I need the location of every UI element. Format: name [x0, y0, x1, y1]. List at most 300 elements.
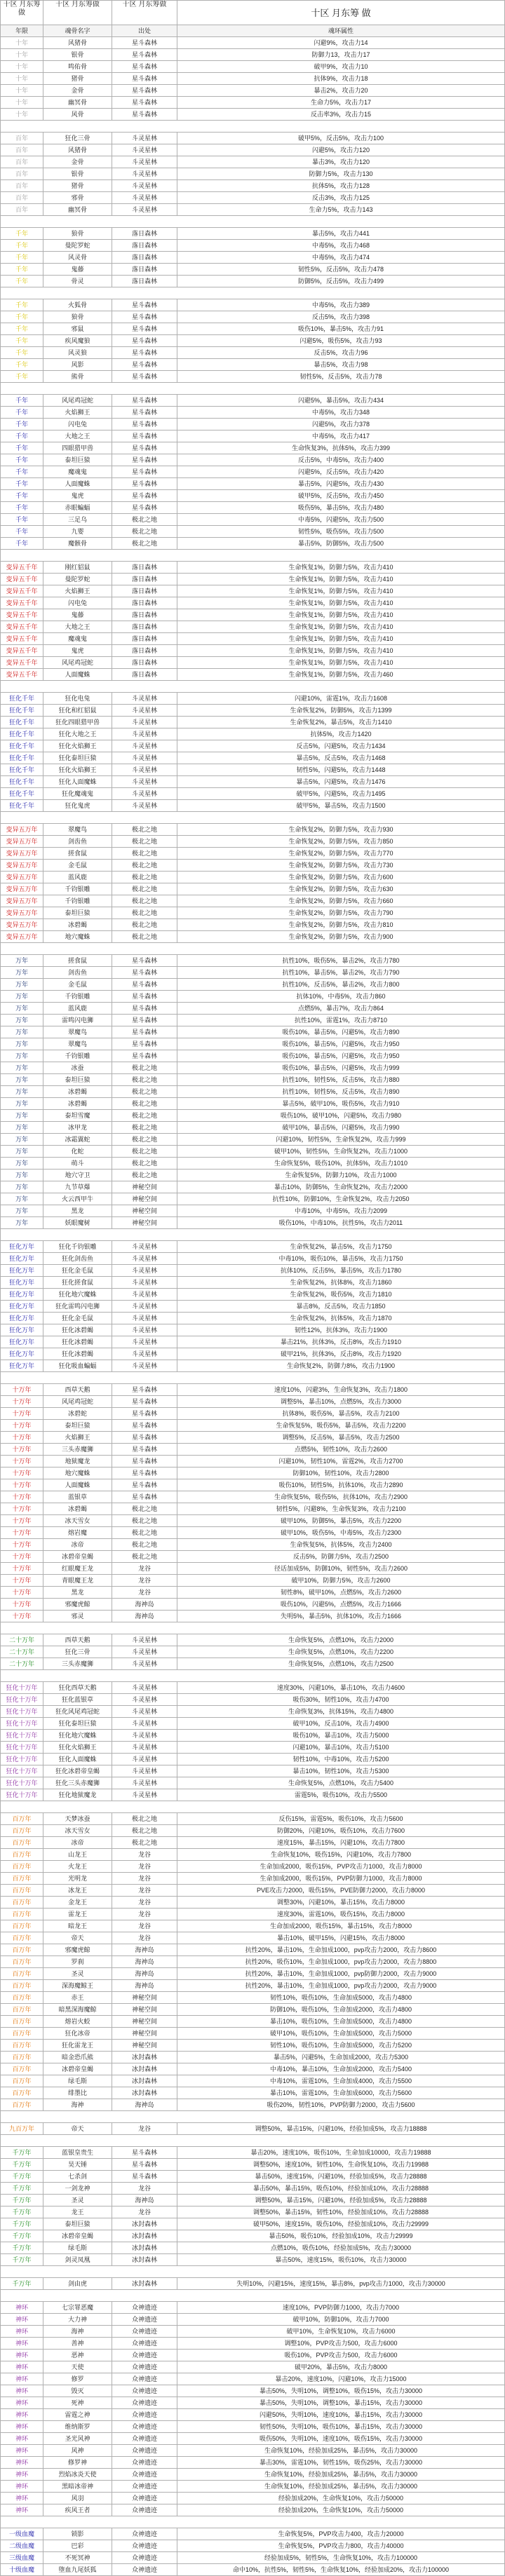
source-cell: 众神遗迹 [112, 2338, 177, 2350]
table-row [1, 1658, 505, 1670]
attributes-cell: 防御20%，闪避10%，吸伤10%，攻击力7600 [177, 1825, 505, 1837]
bone-name-cell: 蓝风鹿 [43, 1003, 112, 1015]
attributes-cell: 生命恢复5%，吸伤10%，抗体5%，攻击力1010 [177, 1158, 505, 1170]
source-cell: 斗灵星林 [112, 1646, 177, 1658]
bone-name-cell: 天使 [43, 2361, 112, 2373]
attributes-cell: 失明5%，暴击5%，抗体10%，攻击力1666 [177, 1611, 505, 1622]
table-row [1, 311, 505, 323]
era-cell: 变异五千年 [1, 669, 43, 681]
source-cell: 落日森林 [112, 621, 177, 633]
era-cell: 神环 [1, 2481, 43, 2493]
source-cell: 落日森林 [112, 240, 177, 252]
table-row [1, 1467, 505, 1479]
table-row [1, 2350, 505, 2361]
table-row [1, 1861, 505, 1873]
bone-name-cell: 罗刹 [43, 1956, 112, 1968]
header-cell-2: 十区 月东筹做 [43, 1, 112, 25]
era-cell: 二十万年 [1, 1646, 43, 1658]
era-cell: 万年 [1, 1026, 43, 1038]
bone-name-cell: 泰坦巨猿 [43, 1420, 112, 1432]
table-row [1, 931, 505, 943]
table-row [1, 2230, 505, 2242]
source-cell: 星斗森林 [112, 991, 177, 1003]
attributes-cell: PVE攻击力2000，吸伤15%，PVE防御力2000，攻击力8000 [177, 1885, 505, 1897]
group-separator [1, 943, 505, 955]
bone-name-cell: 冰霜翼蛇 [43, 1134, 112, 1146]
bone-name-cell: 熔岩火蛟 [43, 2016, 112, 2028]
era-cell: 万年 [1, 1038, 43, 1050]
era-cell: 百万年 [1, 1897, 43, 1909]
era-cell: 狂化万年 [1, 1336, 43, 1348]
era-cell: 百万年 [1, 1837, 43, 1849]
attributes-cell: 速度15%，暴击15%，闪避10%，攻击力7800 [177, 1837, 505, 1849]
bone-name-cell: 魔魂鬼 [43, 466, 112, 478]
era-cell: 狂化万年 [1, 1253, 43, 1265]
bone-name-cell: 黑龙 [43, 1587, 112, 1599]
source-cell: 斗灵星林 [112, 788, 177, 800]
table-row [1, 728, 505, 740]
era-cell: 十万年 [1, 1432, 43, 1444]
bone-name-cell: 风尾鸡冠蛇 [43, 1396, 112, 1408]
table-row [1, 264, 505, 276]
era-cell: 万年 [1, 967, 43, 979]
era-cell: 千年 [1, 466, 43, 478]
era-cell: 百万年 [1, 1992, 43, 2004]
era-cell: 百万年 [1, 1968, 43, 1980]
table-row [1, 478, 505, 490]
bone-name-cell: 暗黑深海魔鲸 [43, 2004, 112, 2016]
attributes-cell: 暴击10%，韧性10%，攻击力5300 [177, 1765, 505, 1777]
era-cell: 万年 [1, 1134, 43, 1146]
attributes-cell: 反击5%，攻击力398 [177, 311, 505, 323]
source-cell: 极北之地 [112, 1110, 177, 1122]
era-cell: 百万年 [1, 2075, 43, 2087]
source-cell: 落日森林 [112, 609, 177, 621]
source-cell: 落日森林 [112, 657, 177, 669]
table-row [1, 2528, 505, 2540]
bone-name-cell: 山龙王 [43, 1849, 112, 1861]
table-row [1, 1956, 505, 1968]
table-row [1, 2552, 505, 2564]
table-row [1, 538, 505, 550]
bone-name-cell: 火焰狮王 [43, 1432, 112, 1444]
separator-cell [1, 216, 505, 228]
era-cell: 百年 [1, 168, 43, 180]
era-cell: 千年 [1, 395, 43, 407]
source-cell: 斗灵星林 [112, 1253, 177, 1265]
attributes-cell: 径话加成5%，防御10%，韧性5%，攻击力2600 [177, 1563, 505, 1575]
era-cell: 狂化万年 [1, 1241, 43, 1253]
era-cell: 十万年 [1, 1575, 43, 1587]
era-cell: 十年 [1, 109, 43, 121]
attributes-cell: 韧性5%，吸伤5%，攻击力500 [177, 526, 505, 538]
bone-name-cell: 九婴 [43, 526, 112, 538]
bone-name-cell: 火龙王 [43, 1861, 112, 1873]
table-row [1, 1086, 505, 1098]
attributes-cell: 暴击5%，攻击力441 [177, 228, 505, 240]
era-cell: 十年 [1, 85, 43, 97]
column-header-name: 魂骨名字 [43, 25, 112, 37]
table-row [1, 1217, 505, 1229]
bone-name-cell: 银骨 [43, 168, 112, 180]
era-cell: 变异五千年 [1, 657, 43, 669]
source-cell: 落日森林 [112, 669, 177, 681]
source-cell: 极北之地 [112, 1134, 177, 1146]
bone-name-cell: 红眼魔王龙 [43, 1563, 112, 1575]
table-row [1, 1015, 505, 1026]
bone-name-cell: 冰甲龙 [43, 1122, 112, 1134]
attributes-cell: 中毒5%，攻击力389 [177, 299, 505, 311]
bone-name-cell: 绿毛斯 [43, 2242, 112, 2254]
attributes-cell: 反击5%，中毒5%，攻击力400 [177, 454, 505, 466]
attributes-cell: 点燃5%，韧性10%，攻击力2600 [177, 1444, 505, 1456]
era-cell: 神环 [1, 2385, 43, 2397]
table-row [1, 1158, 505, 1170]
attributes-cell: 生命恢复5%，抗体5%，攻击力2400 [177, 1539, 505, 1551]
header-cell-3: 十区 月东筹做 [112, 1, 177, 25]
era-cell: 千年 [1, 264, 43, 276]
column-header-source: 出处 [112, 25, 177, 37]
source-cell: 众神遗迹 [112, 2457, 177, 2469]
era-cell: 二十万年 [1, 1634, 43, 1646]
attributes-cell: 吸伤10%，暴击5%，闪避5%，攻击力950 [177, 1050, 505, 1062]
source-cell: 星斗森林 [112, 2171, 177, 2183]
era-cell: 万年 [1, 1050, 43, 1062]
attributes-cell: 生命恢复5%，点燃10%，攻击力2000 [177, 1634, 505, 1646]
attributes-cell: 吸伤10%，暴击10%，攻击力5000 [177, 1730, 505, 1742]
table-row [1, 1313, 505, 1324]
era-cell: 万年 [1, 1146, 43, 1158]
attributes-cell: 韧性5%，反击5%，攻击力78 [177, 371, 505, 383]
attributes-cell: 暴击3%，攻击力120 [177, 156, 505, 168]
attributes-cell: 生命恢复2%，抗体5%，攻击力1870 [177, 1313, 505, 1324]
table-row [1, 180, 505, 192]
table-row [1, 97, 505, 109]
table-row [1, 2183, 505, 2195]
table-row [1, 2004, 505, 2016]
table-row [1, 2278, 505, 2290]
source-cell: 冰封森林 [112, 2075, 177, 2087]
separator-cell [1, 2290, 505, 2302]
source-cell: 龙谷 [112, 1587, 177, 1599]
source-cell: 极北之地 [112, 1515, 177, 1527]
era-cell: 千年 [1, 526, 43, 538]
era-cell: 变异五千年 [1, 562, 43, 574]
attributes-cell: 生命加成2000，吸伤15%，PVP攻击力1000，攻击力8000 [177, 1861, 505, 1873]
bone-name-cell: 一剑龙神 [43, 2183, 112, 2195]
source-cell: 斗灵星林 [112, 1313, 177, 1324]
attributes-cell: 破甲5%，反击5%，攻击力100 [177, 133, 505, 144]
attributes-cell: 破甲10%，吸伤5%，中毒5%，攻击力2300 [177, 1527, 505, 1539]
source-cell: 神秘空间 [112, 1992, 177, 2004]
era-cell: 狂化十万年 [1, 1706, 43, 1718]
attributes-cell: 中毒5%，攻击力474 [177, 252, 505, 264]
attributes-cell: 暴击30%，雷霆10%，韧性15%，吸伤25%，攻击力30000 [177, 2457, 505, 2469]
source-cell: 星斗森林 [112, 395, 177, 407]
attributes-cell: 反击5%，闪避5%，攻击力1434 [177, 740, 505, 752]
era-cell: 百万年 [1, 2087, 43, 2099]
source-cell: 落日森林 [112, 645, 177, 657]
table-row [1, 2099, 505, 2111]
attributes-cell: 抗性10%，反击5%，暴击2%，攻击力800 [177, 979, 505, 991]
source-cell: 星斗森林 [112, 371, 177, 383]
bone-name-cell: 冰碧蝎 [43, 919, 112, 931]
bone-name-cell: 冰碧蛇 [43, 1408, 112, 1420]
attributes-cell: 生命恢复5%，点燃10%，攻击力5400 [177, 1777, 505, 1789]
table-row [1, 752, 505, 764]
group-separator [1, 287, 505, 299]
source-cell: 星斗森林 [112, 323, 177, 335]
source-cell: 众神遗迹 [112, 2481, 177, 2493]
source-cell: 众神遗迹 [112, 2361, 177, 2373]
attributes-cell: 生命恢复3%，抗体15%，攻击力4800 [177, 1706, 505, 1718]
table-row [1, 1909, 505, 1920]
bone-name-cell: 曼陀罗蛇 [43, 240, 112, 252]
bone-name-cell: 冰碧帝皇蝎 [43, 1551, 112, 1563]
source-cell: 星斗森林 [112, 490, 177, 502]
table-row [1, 2028, 505, 2040]
attributes-cell: 破甲10%，韧性5%，生命恢复2%，攻击力1000 [177, 1146, 505, 1158]
separator-cell [1, 2266, 505, 2278]
era-cell: 千年 [1, 228, 43, 240]
table-row [1, 2195, 505, 2206]
attributes-cell: 反击5%，攻击力96 [177, 347, 505, 359]
table-row [1, 1742, 505, 1754]
attributes-cell: 破甲10%，生命恢复10%，攻击力6000 [177, 2326, 505, 2338]
source-cell: 众神遗迹 [112, 2552, 177, 2564]
table-row [1, 800, 505, 812]
table-row [1, 883, 505, 895]
era-cell: 狂化十万年 [1, 1730, 43, 1742]
era-cell: 狂化万年 [1, 1301, 43, 1313]
table-row [1, 955, 505, 967]
source-cell: 众神遗迹 [112, 2564, 177, 2576]
source-cell: 众神遗迹 [112, 2373, 177, 2385]
era-cell: 变异五万年 [1, 919, 43, 931]
source-cell: 斗灵星林 [112, 144, 177, 156]
attributes-cell: 抗体8%，吸伤5%，暴击5%，攻击力2100 [177, 1408, 505, 1420]
attributes-cell: 吸伤10%，PVP攻击力500，攻击力6000 [177, 2350, 505, 2361]
bone-name-cell: 银骨 [43, 49, 112, 61]
era-cell: 千年 [1, 431, 43, 442]
table-row [1, 2123, 505, 2135]
era-cell: 变异五千年 [1, 609, 43, 621]
table-row [1, 1420, 505, 1432]
table-row [1, 1336, 505, 1348]
table-row [1, 1980, 505, 1992]
attributes-cell: 暴击21%，抗体3%，反击8%，攻击力1910 [177, 1336, 505, 1348]
table-row [1, 1205, 505, 1217]
attributes-cell: 抗性20%，暴击10%，生命加成1000，pvp防御力2000，攻击力9000 [177, 1968, 505, 1980]
source-cell: 星斗森林 [112, 1384, 177, 1396]
era-cell: 狂化千年 [1, 717, 43, 728]
bone-name-cell: 刚红貂鼠 [43, 562, 112, 574]
attributes-cell: 中毒10%，暴击10%，生命加成2000，攻击力5400 [177, 2063, 505, 2075]
attributes-cell: 破甲5%，反击5%，攻击力450 [177, 490, 505, 502]
table-row [1, 2457, 505, 2469]
attributes-cell: 抗性20%，暴击10%，生命加成1000，pvp攻击力2000，攻击力8600 [177, 1944, 505, 1956]
table-row [1, 2338, 505, 2350]
attributes-cell: 生命恢复2%，暴击5%，攻击力1750 [177, 1241, 505, 1253]
separator-cell [1, 812, 505, 824]
bone-name-cell: 金龙王 [43, 1897, 112, 1909]
era-cell: 狂化千年 [1, 776, 43, 788]
era-cell: 九百万年 [1, 2123, 43, 2135]
bone-name-cell: 绿毛斯 [43, 2075, 112, 2087]
bone-name-cell: 风骨 [43, 109, 112, 121]
table-row [1, 1992, 505, 2004]
source-cell: 龙谷 [112, 1849, 177, 1861]
separator-cell [1, 1622, 505, 1634]
era-cell: 十万年 [1, 1563, 43, 1575]
attributes-cell: 暴击50%，暴击15%，吸伤10%，经验加成10%，攻击力28888 [177, 2183, 505, 2195]
attributes-cell: 暴击5%，防御5%，攻击力500 [177, 538, 505, 550]
group-separator [1, 1801, 505, 1813]
bone-name-cell: 风羽 [43, 2493, 112, 2504]
attributes-cell: 抗体10%，反击5%，暴击5%，攻击力1780 [177, 1265, 505, 1277]
attributes-cell: 韧性10%，吸伤10%，生命加成5000，攻击力5200 [177, 2040, 505, 2052]
source-cell: 落日森林 [112, 574, 177, 585]
bone-name-cell: 千钧银雕 [43, 1050, 112, 1062]
attributes-cell: 吸伤10%，闪避5%，点燃5%，攻击力1666 [177, 1599, 505, 1611]
table-row [1, 979, 505, 991]
bone-name-cell: 修罗 [43, 2373, 112, 2385]
attributes-cell: 反击3%，攻击力125 [177, 192, 505, 204]
attributes-cell: 破甲5%，闪避5%，攻击力1495 [177, 788, 505, 800]
table-row [1, 2493, 505, 2504]
attributes-cell: 抗性10%，韧性5%，反击5%，攻击力890 [177, 1086, 505, 1098]
source-cell: 斗灵星林 [112, 1336, 177, 1348]
era-cell: 百万年 [1, 2004, 43, 2016]
group-separator [1, 1372, 505, 1384]
era-cell: 变异五万年 [1, 895, 43, 907]
era-cell: 变异五万年 [1, 907, 43, 919]
era-cell: 十万年 [1, 1456, 43, 1467]
attributes-cell: 生命恢复2%，防御力5%，攻击力630 [177, 883, 505, 895]
bone-name-cell: 狂化风尾鸡冠蛇 [43, 1706, 112, 1718]
attributes-cell: 暴击5%，闪避5%，攻击力1476 [177, 776, 505, 788]
attributes-cell: 速度30%，雷霆10%，吸伤15%，攻击力8000 [177, 1909, 505, 1920]
attributes-cell: 生命恢复1%，防御力5%，攻击力410 [177, 621, 505, 633]
source-cell: 极北之地 [112, 1098, 177, 1110]
era-cell: 神环 [1, 2493, 43, 2504]
source-cell: 极北之地 [112, 538, 177, 550]
source-cell: 神秘空间 [112, 1205, 177, 1217]
source-cell: 龙谷 [112, 1920, 177, 1932]
table-row [1, 1324, 505, 1336]
source-cell: 星斗森林 [112, 1479, 177, 1491]
attributes-cell: 韧性5%，反击5%，攻击力478 [177, 264, 505, 276]
era-cell: 狂化十万年 [1, 1789, 43, 1801]
table-row [1, 872, 505, 883]
source-cell: 星斗森林 [112, 955, 177, 967]
table-row [1, 228, 505, 240]
source-cell: 极北之地 [112, 1170, 177, 1181]
table-row [1, 299, 505, 311]
bone-name-cell: 狂化冰碧蝎 [43, 1324, 112, 1336]
source-cell: 星斗森林 [112, 407, 177, 419]
group-separator [1, 681, 505, 693]
era-cell: 变异五万年 [1, 848, 43, 860]
era-cell: 神环 [1, 2457, 43, 2469]
source-cell: 众神遗迹 [112, 2397, 177, 2409]
source-cell: 众神遗迹 [112, 2433, 177, 2445]
era-cell: 神环 [1, 2373, 43, 2385]
group-separator [1, 812, 505, 824]
source-cell: 神秘空间 [112, 2040, 177, 2052]
attributes-cell: 吸伤5%，暴击5%，攻击力480 [177, 502, 505, 514]
table-row [1, 2087, 505, 2099]
era-cell: 千年 [1, 335, 43, 347]
source-cell: 落日森林 [112, 585, 177, 597]
bone-name-cell: 风灵骨 [43, 252, 112, 264]
attributes-cell: 吸伤30%，韧性10%，攻击力4700 [177, 1694, 505, 1706]
bone-name-cell: 千钧银雕 [43, 991, 112, 1003]
source-cell: 星斗森林 [112, 979, 177, 991]
table-row [1, 1587, 505, 1599]
bone-name-cell: 狂化大地之王 [43, 728, 112, 740]
bone-name-cell: 暗金恐爪熊 [43, 2052, 112, 2063]
bone-name-cell: 邪灵 [43, 1611, 112, 1622]
bone-name-cell: 死神 [43, 2397, 112, 2409]
table-row [1, 1265, 505, 1277]
table-row [1, 1289, 505, 1301]
separator-cell [1, 943, 505, 955]
attributes-cell: 生命恢复2%，防御力5%，攻击力770 [177, 848, 505, 860]
source-cell: 极北之地 [112, 1539, 177, 1551]
table-row [1, 1062, 505, 1074]
table-row [1, 693, 505, 705]
era-cell: 十万年 [1, 1551, 43, 1563]
group-separator [1, 2266, 505, 2278]
bone-name-cell: 巴彩 [43, 2540, 112, 2552]
era-cell: 神环 [1, 2350, 43, 2361]
table-row [1, 1897, 505, 1909]
bone-name-cell: 冰碧蝎 [43, 1098, 112, 1110]
source-cell: 极北之地 [112, 1074, 177, 1086]
table-row [1, 2254, 505, 2266]
bone-name-cell: 狂化人面魔蛛 [43, 1754, 112, 1765]
bone-name-cell: 邪魔虎鲸 [43, 1944, 112, 1956]
attributes-cell: 调整50%，速度10%，韧性10%，生命恢复10%，攻击力19988 [177, 2159, 505, 2171]
bone-name-cell: 金毛鼠 [43, 860, 112, 872]
source-cell: 极北之地 [112, 872, 177, 883]
bone-name-cell: 蓝银草 [43, 1491, 112, 1503]
bone-name-cell: 邪骨 [43, 192, 112, 204]
table-row [1, 1682, 505, 1694]
bone-name-cell: 大力神 [43, 2314, 112, 2326]
era-cell: 百万年 [1, 2040, 43, 2052]
era-cell: 狂化千年 [1, 800, 43, 812]
source-cell: 斗灵星林 [112, 133, 177, 144]
bone-name-cell: 毁灭 [43, 2385, 112, 2397]
bone-name-cell: 三足乌 [43, 514, 112, 526]
source-cell: 龙谷 [112, 1932, 177, 1944]
source-cell: 星斗森林 [112, 299, 177, 311]
attributes-cell: 抗体9%，攻击力18 [177, 73, 505, 85]
table-row [1, 1837, 505, 1849]
source-cell: 星斗森林 [112, 109, 177, 121]
era-cell: 百年 [1, 144, 43, 156]
table-row [1, 2385, 505, 2397]
era-cell: 变异五万年 [1, 860, 43, 872]
attributes-cell: 生命力5%，攻击力17 [177, 97, 505, 109]
era-cell: 万年 [1, 1074, 43, 1086]
bone-name-cell: 剑齿鱼 [43, 836, 112, 848]
bone-name-cell: 剑灵凤凰 [43, 2254, 112, 2266]
separator-cell [1, 550, 505, 562]
source-cell: 极北之地 [112, 526, 177, 538]
